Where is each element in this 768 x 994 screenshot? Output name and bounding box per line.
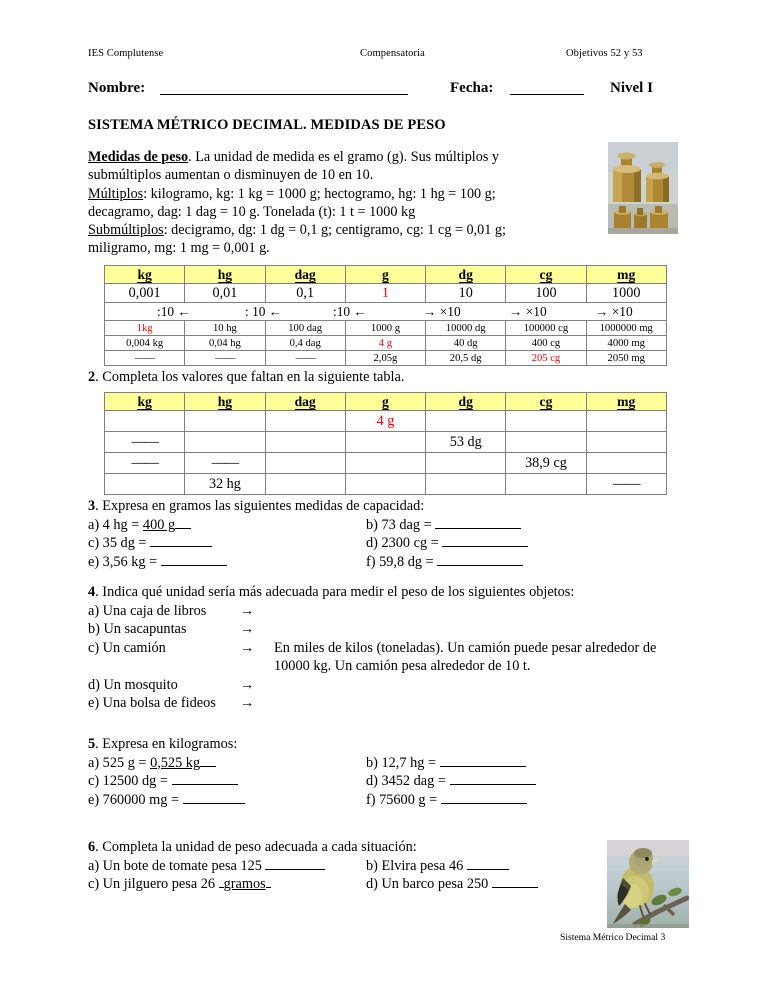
exercise-4-number: 4 (88, 584, 96, 600)
name-label: Nombre: (88, 80, 146, 96)
table2-cell[interactable]: —— (586, 474, 666, 495)
right-arrow-icon: → (240, 676, 255, 693)
table1-header-cell: mg (586, 266, 666, 284)
table1-header-cell: dg (426, 266, 506, 284)
table1-arrows-row (105, 303, 667, 321)
answer-filled[interactable]: 0,525 kg (150, 754, 201, 771)
table2-cell[interactable] (426, 474, 506, 495)
answer-rule[interactable] (437, 553, 523, 566)
table1-example-row (105, 351, 667, 366)
intro-lead-label: Medidas de peso (88, 149, 189, 165)
exercise-5-item-f: f) 75600 g = (366, 791, 527, 810)
multiply-arrow-3: → ×10 (595, 304, 633, 319)
conversion-arrows (105, 303, 666, 320)
table1-header-cell: hg (185, 266, 265, 284)
table2-header-cell: mg (586, 393, 666, 411)
exercise-4-item-d-label: d) Un mosquito (88, 676, 178, 693)
exercise-5-item-b: b) 12,7 hg = (366, 754, 526, 773)
table1-example-cell: 0,04 hg (185, 336, 265, 351)
table2-cell[interactable] (345, 453, 425, 474)
answer-rule[interactable] (183, 791, 245, 804)
table2-cell[interactable] (506, 411, 586, 432)
table2-header-row (105, 393, 667, 411)
exercise-6-text: . Completa la unidad de peso adecuada a cada situación: (95, 839, 417, 855)
page-title: SISTEMA MÉTRICO DECIMAL. MEDIDAS DE PESO (88, 117, 446, 133)
table1-header-cell: cg (506, 266, 586, 284)
answer-rule[interactable] (265, 857, 325, 870)
answer-rule[interactable] (440, 754, 526, 767)
table2-row (105, 432, 667, 453)
exercise-4-item-a-label: a) Una caja de libros (88, 602, 207, 619)
exercise-6-item-a: a) Un bote de tomate pesa 125 (88, 857, 325, 876)
weights-photo (608, 142, 678, 234)
intro-line-1: . La unidad de medida es el gramo (g). Sus múltiplos y (188, 149, 499, 165)
table2-cell[interactable] (586, 453, 666, 474)
table2-cell[interactable] (506, 432, 586, 453)
right-arrow-icon: → (240, 639, 255, 656)
page-footer: Sistema Métrico Decimal 3 (560, 932, 666, 943)
weights-photo-graphic (608, 142, 678, 234)
exercise-5 (88, 735, 648, 809)
table2-row (105, 474, 667, 495)
exercise-3-text: . Expresa en gramos las siguientes medidas de capacidad: (95, 498, 425, 514)
intro-line-6: miligramo, mg: 1 mg = 0,001 g. (88, 240, 270, 257)
table2-cell[interactable] (185, 411, 265, 432)
table2-cell[interactable]: 32 hg (185, 474, 265, 495)
header-program: Compensatoria (360, 48, 425, 59)
exercise-2-number: 2 (88, 369, 96, 385)
exercise-5-number: 5 (88, 736, 96, 752)
conversion-arrows-cell (105, 303, 667, 321)
exercise-6-item-c: c) Un jilguero pesa 26 gramos (88, 875, 271, 894)
table1-example-cell: 4 g (345, 336, 425, 351)
answer-rule[interactable] (450, 772, 536, 785)
table2-cell[interactable] (105, 411, 185, 432)
name-input-rule[interactable] (160, 94, 408, 95)
table1-value-cell: 100 (506, 284, 586, 303)
exercise-2-text: . Completa los valores que faltan en la siguiente tabla. (95, 369, 405, 385)
table1-example-cell: 4000 mg (586, 336, 666, 351)
table1-value-cell: 0,1 (265, 284, 345, 303)
table2-cell[interactable] (265, 411, 345, 432)
table2-cell[interactable] (586, 411, 666, 432)
table1-example-cell: 2050 mg (586, 351, 666, 366)
table2-cell[interactable] (185, 432, 265, 453)
table2-cell[interactable]: —— (105, 432, 185, 453)
header-school: IES Complutense (88, 48, 164, 59)
table1-example-cell: 205 cg (506, 351, 586, 366)
table2-cell[interactable] (105, 474, 185, 495)
exercise-3-item-c: c) 35 dg = (88, 534, 212, 553)
exercise-3-item-f: f) 59,8 dg = (366, 553, 523, 572)
intro-paragraph (88, 148, 600, 258)
table1-example-cell: 10 hg (185, 321, 265, 336)
table1-example-cell: 0,004 kg (105, 336, 185, 351)
answer-rule[interactable] (200, 754, 216, 767)
exercise-4 (88, 583, 708, 713)
table2-cell[interactable] (426, 453, 506, 474)
exercise-2-table[interactable] (104, 392, 667, 495)
bird-photo-graphic (607, 840, 689, 928)
answer-filled[interactable]: 400 g (142, 516, 176, 533)
header-objectives: Objetivos 52 y 53 (566, 48, 643, 59)
table2-row (105, 453, 667, 474)
table2-cell[interactable]: 4 g (345, 411, 425, 432)
right-arrow-icon: → (240, 621, 255, 637)
table1-example-cell: 400 cg (506, 336, 586, 351)
date-input-rule[interactable] (510, 94, 584, 95)
table2-header-cell: cg (506, 393, 586, 411)
answer-rule[interactable] (467, 857, 509, 870)
table2-cell[interactable]: 38,9 cg (506, 453, 586, 474)
answer-rule[interactable] (161, 553, 227, 566)
table2-cell[interactable] (426, 411, 506, 432)
intro-line-3: : kilogramo, kg: 1 kg = 1000 g; hectogramo, hg: 1 hg = 100 g; (143, 185, 496, 202)
table2-cell[interactable]: 53 dg (426, 432, 506, 453)
intro-line-5: : decigramo, dg: 1 dg = 0,1 g; centigramo, cg: 1 cg = 0,01 g; (163, 222, 506, 239)
table1-example-cell: —— (105, 351, 185, 366)
table2-cell[interactable]: —— (185, 453, 265, 474)
exercise-2-prompt (88, 368, 608, 387)
table1-example-cell: 20,5 dg (426, 351, 506, 366)
answer-rule[interactable] (492, 875, 538, 888)
table1-example-cell: 100000 cg (506, 321, 586, 336)
table1-value-cell: 10 (426, 284, 506, 303)
table2-header-cell: g (345, 393, 425, 411)
intro-line-4: decagramo, dag: 1 dag = 10 g. Tonelada (t): 1 t = 1000 kg (88, 203, 416, 220)
answer-rule[interactable] (150, 534, 212, 547)
multiply-arrow-1: → ×10 (423, 304, 461, 319)
table2-cell[interactable] (265, 432, 345, 453)
exercise-6-item-d: d) Un barco pesa 250 (366, 875, 538, 894)
exercise-3 (88, 497, 648, 571)
divide-arrow-3: :10 ← (333, 304, 367, 319)
exercise-5-item-a: a) 525 g = 0,525 kg (88, 754, 216, 773)
table1-example-cell: 100 dag (265, 321, 345, 336)
bird-photo (607, 840, 689, 928)
divide-arrow-1: :10 ← (157, 304, 191, 319)
table1-values-row (105, 284, 667, 303)
table1-header-cell: kg (105, 266, 185, 284)
right-arrow-icon: → (240, 695, 255, 711)
exercise-5-item-c: c) 12500 dg = (88, 772, 238, 791)
divide-arrow-2: : 10 ← (245, 304, 283, 319)
table2-cell[interactable]: —— (105, 453, 185, 474)
intro-line-2: submúltiplos aumentan o disminuyen de 10 en 10. (88, 167, 374, 184)
date-label: Fecha: (450, 80, 494, 96)
exercise-4-item-b-label: b) Un sacapuntas (88, 621, 187, 637)
answer-rule[interactable] (435, 516, 521, 529)
table1-value-cell: 1000 (586, 284, 666, 303)
table1-example-cell: 1000000 mg (586, 321, 666, 336)
intro-multiplos-label: Múltiplos (88, 185, 144, 202)
answer-rule[interactable] (442, 534, 528, 547)
exercise-3-item-b: b) 73 dag = (366, 516, 521, 535)
table1-header-cell: g (345, 266, 425, 284)
answer-rule[interactable] (441, 791, 527, 804)
exercise-5-item-e: e) 760000 mg = (88, 791, 245, 810)
table1-example-cell: 1000 g (345, 321, 425, 336)
exercise-6 (88, 838, 608, 894)
table1-example-cell: 0,4 dag (265, 336, 345, 351)
exercise-3-item-d: d) 2300 cg = (366, 534, 528, 553)
table2-header-cell: dg (426, 393, 506, 411)
answer-rule[interactable] (172, 772, 238, 785)
exercise-4-item-c-label: c) Un camión (88, 639, 166, 656)
table1-header-cell: dag (265, 266, 345, 284)
exercise-6-number: 6 (88, 839, 96, 855)
level-label: Nivel I (610, 80, 653, 96)
table1-example-cell: 1kg (105, 321, 185, 336)
answer-rule[interactable] (175, 516, 191, 529)
table1-example-row (105, 336, 667, 351)
table1-example-cell: 10000 dg (426, 321, 506, 336)
table2-header-cell: kg (105, 393, 185, 411)
table1-example-cell: 2,05g (345, 351, 425, 366)
exercise-4-item-c-answer[interactable]: En miles de kilos (toneladas). Un camión puede pesar alrededor de 10000 kg. Un camión pesa alrededor de 10 t. (274, 639, 657, 674)
exercise-3-item-a: a) 4 hg = 400 g (88, 516, 191, 535)
table2-cell[interactable] (265, 474, 345, 495)
table1-value-cell: 0,001 (105, 284, 185, 303)
exercise-3-number: 3 (88, 498, 96, 514)
table2-cell[interactable] (586, 432, 666, 453)
table1-value-cell: 1 (345, 284, 425, 303)
table2-cell[interactable] (345, 432, 425, 453)
intro-submultiplos-label: Submúltiplos (88, 222, 164, 239)
exercise-5-text: . Expresa en kilogramos: (95, 736, 238, 752)
exercise-4-item-e-label: e) Una bolsa de fideos (88, 695, 216, 711)
exercise-5-item-d: d) 3452 dag = (366, 772, 536, 791)
table1-header-row (105, 266, 667, 284)
exercise-6-item-b: b) Elvira pesa 46 (366, 857, 509, 876)
table2-row (105, 411, 667, 432)
table2-cell[interactable] (345, 474, 425, 495)
table1-example-cell: —— (185, 351, 265, 366)
answer-rule[interactable] (266, 875, 271, 888)
table2-header-cell: hg (185, 393, 265, 411)
conversion-reference-table (104, 265, 667, 366)
answer-filled[interactable]: gramos (223, 876, 266, 892)
right-arrow-icon: → (240, 602, 255, 619)
table1-example-cell: 40 dg (426, 336, 506, 351)
table2-cell[interactable] (506, 474, 586, 495)
table1-value-cell: 0,01 (185, 284, 265, 303)
table2-cell[interactable] (265, 453, 345, 474)
table1-example-row (105, 321, 667, 336)
table2-header-cell: dag (265, 393, 345, 411)
multiply-arrow-2: → ×10 (509, 304, 547, 319)
exercise-4-text: . Indica qué unidad sería más adecuada para medir el peso de los siguientes objetos: (95, 584, 575, 600)
table1-example-cell: —— (265, 351, 345, 366)
exercise-3-item-e: e) 3,56 kg = (88, 553, 227, 572)
